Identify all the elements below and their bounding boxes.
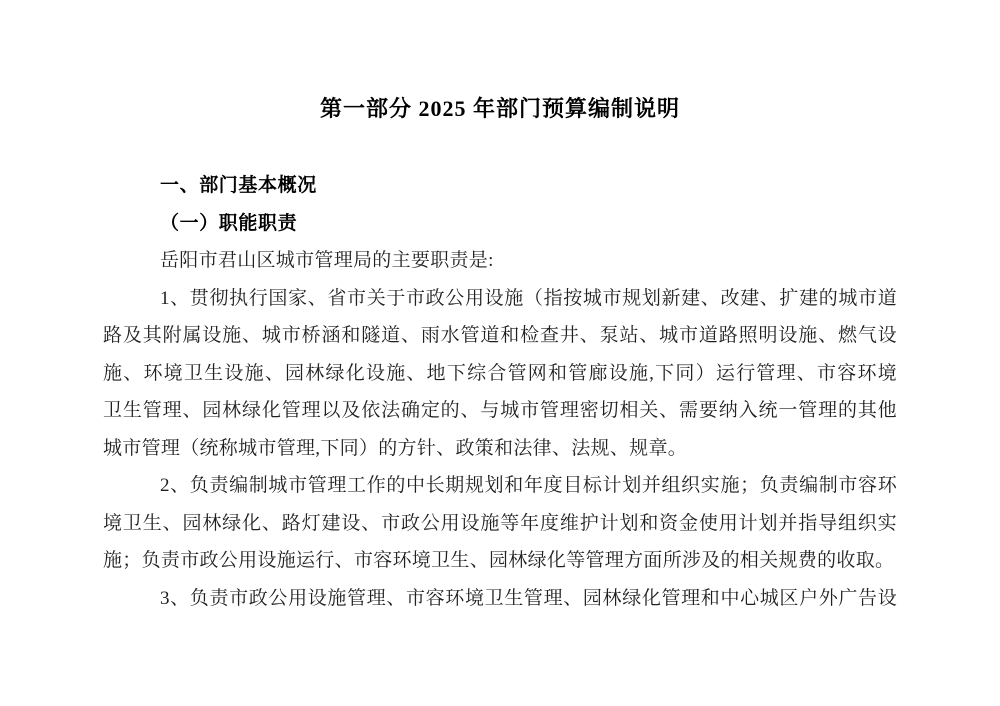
paragraph-line: 城市管理（统称城市管理,下同）的方针、政策和法律、法规、规章。 bbox=[103, 437, 688, 459]
section-heading: （一）职能职责 bbox=[160, 212, 298, 234]
paragraph-line: 施；负责市政公用设施运行、市容环境卫生、园林绿化等管理方面所涉及的相关规费的收取。 bbox=[103, 550, 895, 571]
paragraph-line: 2、负责编制城市管理工作的中长期规划和年度目标计划并组织实施；负责编制市容环 bbox=[160, 475, 897, 496]
section-heading: 一、部门基本概况 bbox=[160, 175, 317, 196]
paragraph-line: 施、环境卫生设施、园林绿化设施、地下综合管网和管廊设施,下同）运行管理、市容环境 bbox=[103, 362, 897, 384]
paragraph-line: 1、贯彻执行国家、省市关于市政公用设施（指按城市规划新建、改建、扩建的城市道 bbox=[160, 287, 897, 309]
paragraph-line: 3、负责市政公用设施管理、市容环境卫生管理、园林绿化管理和中心城区户外广告设 bbox=[160, 587, 897, 609]
page-title: 第一部分 2025 年部门预算编制说明 bbox=[319, 96, 680, 121]
paragraph-line: 路及其附属设施、城市桥涵和隧道、雨水管道和检查井、泵站、城市道路照明设施、燃气设 bbox=[103, 325, 897, 346]
intro-line: 岳阳市君山区城市管理局的主要职责是: bbox=[160, 250, 494, 271]
document-body bbox=[103, 167, 897, 617]
paragraph-line: 境卫生、园林绿化、路灯建设、市政公用设施等年度维护计划和资金使用计划并指导组织实 bbox=[103, 512, 897, 534]
paragraph-line: 卫生管理、园林绿化管理以及依法确定的、与城市管理密切相关、需要纳入统一管理的其他 bbox=[103, 400, 897, 421]
